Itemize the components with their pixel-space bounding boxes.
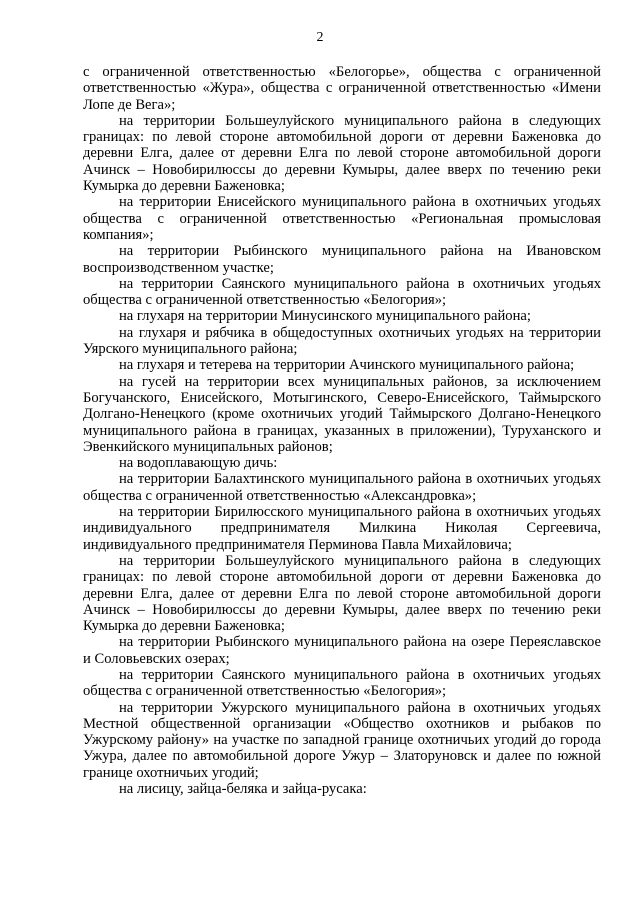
paragraph: на территории Рыбинского муниципального района на озере Переяславское и Соловьевских озерах; — [83, 634, 601, 667]
paragraph: на территории Большеулуйского муниципального района в следующих границах: по левой стороне автомобильной дороги от деревни Баженовка до деревни Елга, далее от деревни Елга по левой стороне автомобильной дороги Ачинск – Новобирилюссы до деревни Кумыры, далее вверх по течению реки Кумырка до деревни Баженовка; — [83, 552, 601, 635]
paragraph: на глухаря и тетерева на территории Ачинского муниципального района; — [119, 357, 575, 374]
paragraph: с ограниченной ответственностью «Белогорье», общества с ограниченной ответственностью «Жура», общества с ограниченной ответственностью «Имени Лопе де Вега»; — [83, 64, 601, 113]
paragraph: на территории Енисейского муниципального района в охотничьих угодьях общества с ограниченной ответственностью «Региональная промысловая компания»; — [83, 194, 601, 243]
paragraph: на водоплавающую дичь: — [119, 455, 278, 472]
paragraph: на территории Саянского муниципального района в охотничьих угодьях общества с ограниченной ответственностью «Белогория»; — [83, 275, 601, 309]
paragraph: на глухаря на территории Минусинского муниципального района; — [119, 308, 531, 325]
document-body — [83, 64, 601, 797]
paragraph: на территории Бирилюсского муниципального района в охотничьих угодьях индивидуального предпринимателя Милкина Николая Сергеевича, индивидуального предпринимателя Перминова Павла Михайловича; — [83, 504, 601, 553]
paragraph: на лисицу, зайца-беляка и зайца-русака: — [119, 781, 367, 798]
paragraph: на территории Большеулуйского муниципального района в следующих границах: по левой стороне автомобильной дороги от деревни Баженовка до деревни Елга, далее от деревни Елга по левой стороне автомобильной дороги Ачинск – Новобирилюссы до деревни Кумыры, далее вверх по течению реки Кумырка до деревни Баженовка; — [83, 112, 601, 195]
paragraph: на гусей на территории всех муниципальных районов, за исключением Богучанского, Енисейского, Мотыгинского, Северо-Енисейского, Таймырского Долгано-Ненецкого (кроме охотничьих угодий Таймырского Долгано-Ненецкого муниципального района в границах, указанных в приложении), Туруханского и Эвенкийского муниципальных районов; — [83, 373, 601, 455]
paragraph: на территории Балахтинского муниципального района в охотничьих угодьях общества с ограниченной ответственностью «Александровка»; — [83, 471, 601, 504]
paragraph: на территории Саянского муниципального района в охотничьих угодьях общества с ограниченной ответственностью «Белогория»; — [83, 666, 601, 700]
paragraph: на территории Ужурского муниципального района в охотничьих угодьях Местной общественной организации «Общество охотников и рыбаков по Ужурскому району» на участке по западной границе охотничьих угодий до города Ужура, далее по автомобильной дороге Ужур – Златоруновск и далее по южной границе охотничьих угодий; — [83, 699, 601, 781]
page-number: 2 — [316, 30, 324, 45]
paragraph: на глухаря и рябчика в общедоступных охотничьих угодьях на территории Уярского муниципального района; — [83, 324, 601, 358]
paragraph: на территории Рыбинского муниципального района на Ивановском воспроизводственном участке; — [83, 243, 601, 276]
